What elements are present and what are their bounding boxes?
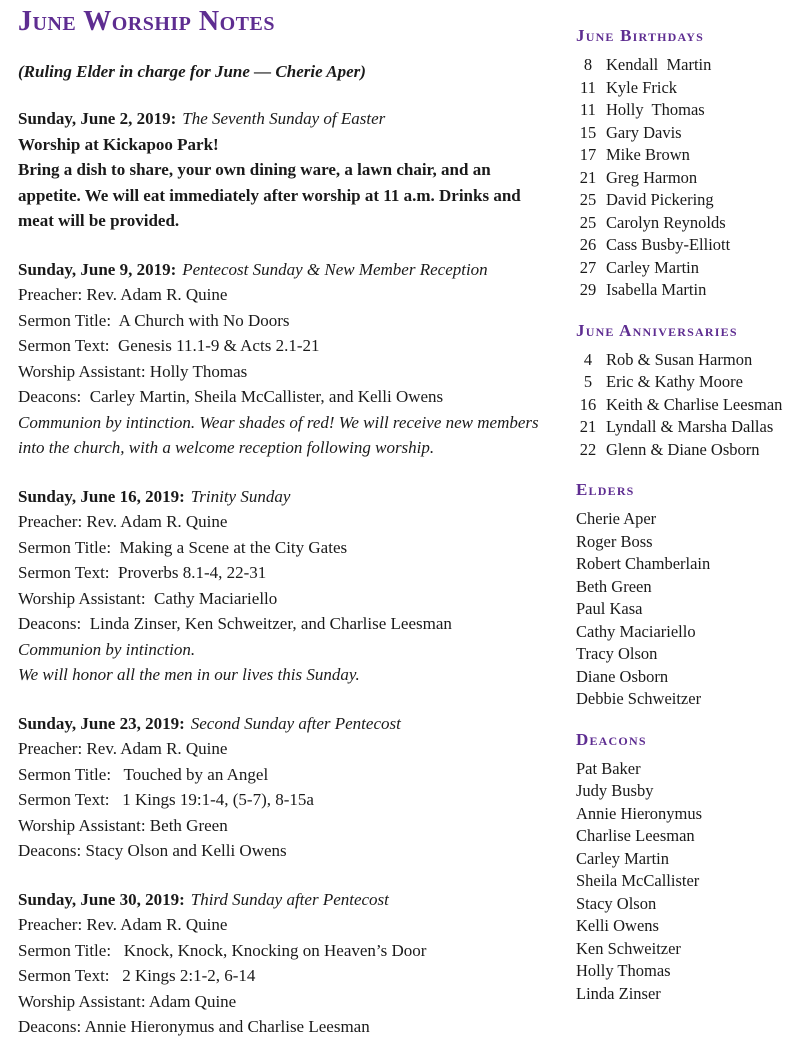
service-line: Sermon Title: Knock, Knock, Knocking on Heaven’s Door: [18, 940, 427, 960]
birthdays-section: [576, 26, 788, 302]
service-occasion: The Seventh Sunday of Easter: [182, 109, 386, 128]
birthday-day: 11: [580, 100, 596, 119]
elder-name: Cherie Aper: [576, 509, 657, 528]
service-line: Worship Assistant: Cathy Maciariello: [18, 588, 278, 608]
service-line: Deacons: Stacy Olson and Kelli Owens: [18, 841, 287, 860]
birthday-name: Kyle Frick: [606, 77, 678, 97]
deacon-name: Linda Zinser: [576, 983, 661, 1003]
elder-name: Tracy Olson: [576, 644, 658, 663]
deacons-section: [576, 730, 788, 1006]
service-heading: [18, 484, 550, 510]
anniversary-item: [576, 439, 788, 462]
birthday-item: [576, 122, 788, 145]
deacon-name: Carley Martin: [576, 848, 670, 868]
service-lines: [18, 736, 550, 864]
service-lines: [18, 282, 550, 461]
service-line: Communion by intinction. Wear shades of red! We will receive new members into the church, with a welcome reception following worship.: [18, 412, 543, 457]
elders-heading: Elders: [576, 480, 635, 499]
anniversary-day: 5: [583, 372, 593, 391]
service-line: Sermon Title: Making a Scene at the City Gates: [18, 537, 348, 557]
birthday-name: Carolyn Reynolds: [606, 212, 726, 232]
service-date: Sunday, June 9, 2019:: [18, 259, 177, 279]
anniversary-day: 4: [583, 349, 593, 369]
birthday-day: 17: [579, 145, 597, 164]
deacon-name: Pat Baker: [576, 758, 641, 778]
service-line: Deacons: Carley Martin, Sheila McCallister, and Kelli Owens: [18, 387, 444, 406]
elder-name: Beth Green: [576, 576, 652, 596]
birthday-day: 11: [580, 77, 596, 97]
anniversary-names: Lyndall & Marsha Dallas: [606, 417, 774, 436]
elder-name: Robert Chamberlain: [576, 554, 711, 573]
service-lines: [18, 132, 550, 234]
deacon-name: Charlise Leesman: [576, 826, 695, 845]
lists-column: [576, 6, 788, 1063]
service-heading: [18, 887, 550, 913]
service-line: Communion by intinction.: [18, 639, 196, 659]
birthday-day: 8: [583, 55, 593, 74]
birthday-day: 25: [579, 190, 597, 209]
birthdays-heading: June Birthdays: [576, 26, 705, 45]
service-line: Sermon Text: Genesis 11.1-9 & Acts 2.1-21: [18, 336, 320, 355]
service-line: Preacher: Rev. Adam R. Quine: [18, 915, 228, 934]
service-line: Preacher: Rev. Adam R. Quine: [18, 512, 228, 531]
worship-notes-column: [18, 6, 550, 1063]
service-lines: [18, 912, 550, 1040]
anniversaries-section: [576, 321, 788, 462]
elder-name: Paul Kasa: [576, 599, 643, 618]
elder-name: Diane Osborn: [576, 666, 669, 686]
service-line: Preacher: Rev. Adam R. Quine: [18, 285, 228, 304]
service-line: Sermon Title: A Church with No Doors: [18, 310, 290, 330]
service-line: Deacons: Linda Zinser, Ken Schweitzer, and Charlise Leesman: [18, 614, 452, 633]
birthday-day: 29: [579, 280, 597, 299]
birthday-name: Mike Brown: [606, 145, 690, 164]
service-line: Worship Assistant: Holly Thomas: [18, 361, 248, 381]
elder-name: Roger Boss: [576, 531, 653, 551]
service-block: [18, 711, 550, 864]
service-occasion: Third Sunday after Pentecost: [190, 889, 389, 909]
birthday-item: [576, 212, 788, 235]
birthday-item: [576, 167, 788, 190]
birthday-name: Holly Thomas: [606, 100, 705, 119]
anniversary-item: [576, 371, 788, 394]
service-line: Worship Assistant: Adam Quine: [18, 991, 237, 1011]
service-line: Sermon Text: 2 Kings 2:1-2, 6-14: [18, 966, 256, 985]
ruling-elder-note: (Ruling Elder in charge for June — Cherie Aper): [18, 62, 366, 81]
birthday-item: [576, 189, 788, 212]
deacon-name: Holly Thomas: [576, 961, 671, 980]
anniversary-item: [576, 394, 788, 417]
birthday-item: [576, 257, 788, 280]
service-line: Bring a dish to share, your own dining ware, a lawn chair, and an appetite. We will eat immediately after worship at 11 a.m. Drinks and meat will be provided.: [18, 160, 525, 230]
birthday-day: 25: [579, 212, 597, 232]
service-date: Sunday, June 2, 2019:: [18, 109, 177, 128]
anniversary-day: 22: [579, 439, 597, 459]
birthdays-list: [576, 54, 788, 302]
service-line: We will honor all the men in our lives this Sunday.: [18, 665, 360, 684]
service-heading: [18, 106, 550, 132]
service-line: Deacons: Annie Hieronymus and Charlise Leesman: [18, 1017, 370, 1036]
service-date: Sunday, June 30, 2019:: [18, 889, 185, 909]
service-line: Sermon Text: Proverbs 8.1-4, 22-31: [18, 563, 267, 582]
deacons-list: [576, 758, 788, 1006]
service-date: Sunday, June 23, 2019:: [18, 713, 185, 733]
anniversary-item: [576, 416, 788, 439]
elders-section: [576, 480, 788, 711]
deacons-heading: Deacons: [576, 729, 647, 749]
service-lines: [18, 509, 550, 688]
service-heading: [18, 711, 550, 737]
service-line: Worship at Kickapoo Park!: [18, 134, 219, 154]
deacon-name: Stacy Olson: [576, 893, 657, 913]
service-occasion: Trinity Sunday: [190, 486, 291, 506]
anniversary-item: [576, 349, 788, 372]
deacon-name: Annie Hieronymus: [576, 803, 703, 823]
birthday-day: 26: [579, 235, 597, 254]
birthday-item: [576, 99, 788, 122]
deacon-name: Judy Busby: [576, 781, 654, 800]
anniversary-names: Eric & Kathy Moore: [606, 372, 744, 391]
birthday-name: Carley Martin: [606, 257, 700, 277]
elders-list: [576, 508, 788, 711]
birthday-day: 15: [579, 122, 597, 142]
birthday-item: [576, 77, 788, 100]
deacon-name: Kelli Owens: [576, 916, 659, 935]
elder-name: Debbie Schweitzer: [576, 689, 702, 708]
service-block: [18, 484, 550, 688]
birthday-item: [576, 234, 788, 257]
service-heading: [18, 257, 550, 283]
services-list: [18, 106, 550, 1040]
service-line: Worship Assistant: Beth Green: [18, 815, 228, 835]
anniversary-names: Rob & Susan Harmon: [606, 349, 753, 369]
page-title: June Worship Notes: [18, 6, 275, 37]
service-occasion: Second Sunday after Pentecost: [190, 713, 401, 733]
deacon-name: Sheila McCallister: [576, 871, 700, 890]
birthday-name: Cass Busby-Elliott: [606, 235, 731, 254]
service-block: [18, 887, 550, 1040]
anniversary-names: Keith & Charlise Leesman: [606, 394, 783, 414]
anniversary-day: 21: [579, 417, 597, 436]
anniversary-day: 16: [579, 394, 597, 414]
birthday-item: [576, 54, 788, 77]
service-block: [18, 257, 550, 461]
service-date: Sunday, June 16, 2019:: [18, 486, 185, 506]
anniversaries-heading: June Anniversaries: [576, 320, 738, 340]
service-line: Sermon Text: 1 Kings 19:1-4, (5-7), 8-15a: [18, 790, 314, 809]
service-line: Preacher: Rev. Adam R. Quine: [18, 739, 228, 758]
birthday-day: 21: [579, 167, 597, 187]
birthday-item: [576, 144, 788, 167]
service-block: [18, 106, 550, 234]
birthday-item: [576, 279, 788, 302]
birthday-name: Kendall Martin: [606, 55, 712, 74]
birthday-name: David Pickering: [606, 190, 714, 209]
deacon-name: Ken Schweitzer: [576, 938, 681, 958]
service-line: Sermon Title: Touched by an Angel: [18, 764, 269, 784]
elder-name: Cathy Maciariello: [576, 621, 696, 641]
birthday-name: Isabella Martin: [606, 280, 707, 299]
service-occasion: Pentecost Sunday & New Member Reception: [182, 259, 488, 279]
birthday-name: Greg Harmon: [606, 167, 698, 187]
anniversaries-list: [576, 349, 788, 462]
birthday-day: 27: [579, 257, 597, 277]
anniversary-names: Glenn & Diane Osborn: [606, 439, 760, 459]
birthday-name: Gary Davis: [606, 122, 682, 142]
